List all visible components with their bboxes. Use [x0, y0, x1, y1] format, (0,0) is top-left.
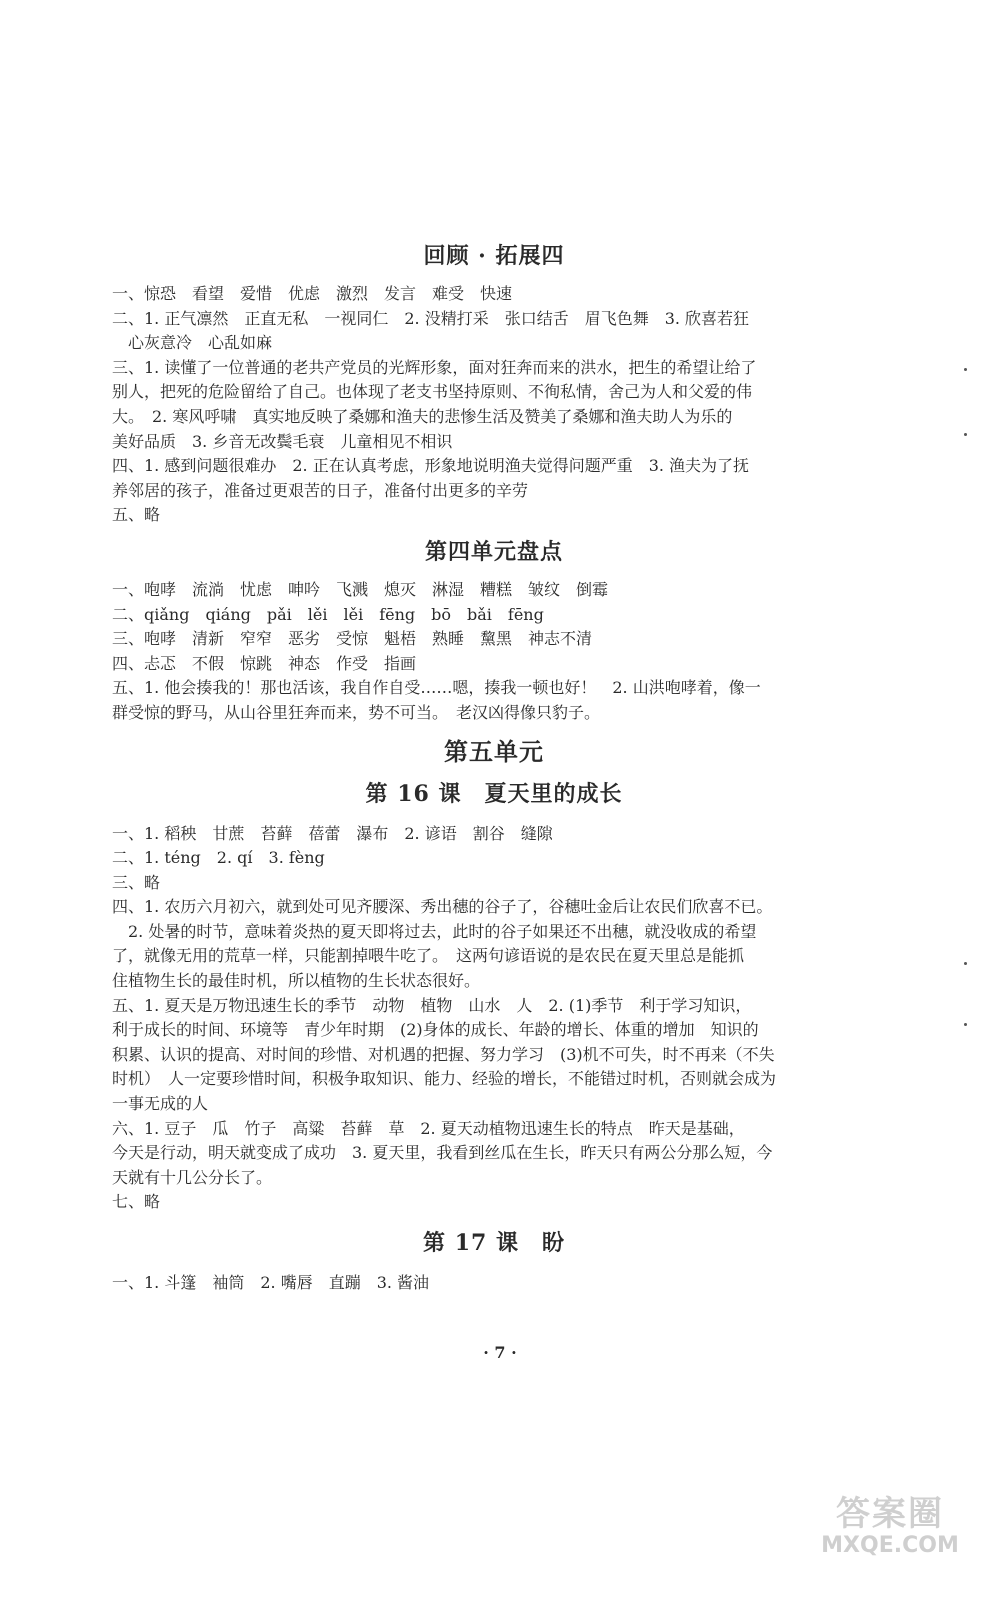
answer-line: 时机） 人一定要珍惜时间，积极争取知识、能力、经验的增长，不能错过时机，否则就会成为 — [112, 1069, 777, 1089]
answer-line: 2. 处暑的时节，意味着炎热的夏天即将过去，此时的谷子如果还不出穗，就没收成的希望 — [128, 921, 757, 941]
answer-line: 七、略 — [112, 1192, 161, 1212]
review-answers — [112, 282, 876, 528]
answer-line: 心灰意冷 心乱如麻 — [128, 333, 273, 353]
answer-line: 二、1. téng 2. qí 3. fèng — [112, 848, 325, 868]
answer-line: 积累、认识的提高、对时间的珍惜、对机遇的把握、努力学习 (3)机不可失，时不再来（不失 — [112, 1044, 775, 1064]
answer-line: 一、1. 斗篷 袖筒 2. 嘴唇 直蹦 3. 酱油 — [112, 1273, 430, 1292]
answer-line: 养邻居的孩子，准备过更艰苦的日子，准备付出更多的辛劳 — [112, 480, 529, 500]
unit-title: 第五单元 — [444, 736, 544, 766]
answer-line: 一事无成的人 — [112, 1094, 209, 1114]
answer-line: 四、忐忑 不假 惊跳 神态 作受 指画 — [112, 653, 417, 673]
section-title-review: 回顾 · 拓展四 — [423, 243, 565, 269]
answer-line: 今天是行动，明天就变成了成功 3. 夏天里，我看到丝瓜在生长，昨天只有两公分那么短，今 — [112, 1143, 773, 1163]
answer-line: 二、1. 正气凛然 正直无私 一视同仁 2. 没精打采 张口结舌 眉飞色舞 3. 欣喜若狂 — [112, 308, 750, 328]
answer-line: 五、1. 夏天是万物迅速生长的季节 动物 植物 山水 人 2. (1)季节 利于学习知识， — [112, 995, 752, 1015]
answer-line: 五、1. 他会揍我的！那也活该，我自作自受……嗯，揍我一顿也好！ 2. 山洪咆哮着，像一 — [112, 678, 761, 698]
answer-line: 别人，把死的危险留给了自己。也体现了老支书坚持原则、不徇私情，舍己为人和父爱的伟 — [112, 382, 753, 402]
answer-line: 利于成长的时间、环境等 青少年时期 (2)身体的成长、年龄的增长、体重的增加 知识的 — [112, 1020, 759, 1040]
answer-line: 六、1. 豆子 瓜 竹子 高粱 苔藓 草 2. 夏天动植物迅速生长的特点 昨天是基础， — [112, 1118, 745, 1138]
answer-line: 二、qiǎng qiáng pǎi lěi lěi fēng bō bǎi fēng — [112, 604, 544, 624]
scan-speck — [964, 1023, 967, 1026]
unit4-summary-answers — [112, 578, 876, 726]
lesson17-answers — [112, 1271, 876, 1296]
answer-line: 大。 2. 寒风呼啸 真实地反映了桑娜和渔夫的悲惨生活及赞美了桑娜和渔夫助人为乐的 — [112, 406, 733, 426]
lesson-title-16: 第 16 课 夏天里的成长 — [365, 780, 623, 807]
answer-line: 三、略 — [112, 872, 161, 892]
answer-line: 美好品质 3. 乡音无改鬓毛衰 儿童相见不相识 — [112, 431, 453, 451]
answer-line: 天就有十几公分长了。 — [112, 1167, 273, 1187]
page-number: · 7 · — [483, 1343, 517, 1362]
answer-line: 三、1. 读懂了一位普通的老共产党员的光辉形象，面对狂奔而来的洪水，把生的希望让给了 — [112, 357, 757, 377]
watermark-logo-text: 答案圈 — [836, 1494, 944, 1534]
lesson-title-17: 第 17 课 盼 — [423, 1230, 565, 1256]
answer-line: 四、1. 农历六月初六，就到处可见齐腰深、秀出穗的谷子了，谷穗吐金后让农民们欣喜不已。 — [112, 897, 773, 917]
watermark-logo — [810, 1494, 970, 1562]
lesson16-answers — [112, 822, 876, 1216]
answer-line: 了，就像无用的荒草一样，只能割掉喂牛吃了。 这两句谚语说的是农民在夏天里总是能抓 — [112, 946, 745, 966]
answer-line: 住植物生长的最佳时机，所以植物的生长状态很好。 — [112, 971, 481, 991]
watermark-site-text: MXQE.COM — [821, 1533, 959, 1558]
scan-speck — [964, 368, 967, 371]
answer-line: 一、惊恐 看望 爱惜 优虑 激烈 发言 难受 快速 — [112, 284, 513, 303]
answer-line: 三、咆哮 清新 窄窄 恶劣 受惊 魁梧 熟睡 黧黑 神志不清 — [112, 629, 593, 649]
answer-line: 一、1. 稻秧 甘蔗 苔藓 蓓蕾 瀑布 2. 谚语 割谷 缝隙 — [112, 823, 553, 843]
answer-page-content — [112, 240, 876, 1296]
answer-line: 一、咆哮 流淌 忧虑 呻吟 飞溅 熄灭 淋湿 糟糕 皱纹 倒霉 — [112, 579, 609, 599]
scan-speck — [964, 433, 967, 436]
answer-line: 四、1. 感到问题很难办 2. 正在认真考虑，形象地说明渔夫觉得问题严重 3. 渔夫为了抚 — [112, 456, 750, 476]
answer-line: 群受惊的野马，从山谷里狂奔而来，势不可当。 老汉凶得像只豹子。 — [112, 702, 601, 722]
answer-line: 五、略 — [112, 505, 161, 525]
scan-speck — [964, 962, 967, 965]
section-title-unit4-summary: 第四单元盘点 — [424, 538, 563, 565]
